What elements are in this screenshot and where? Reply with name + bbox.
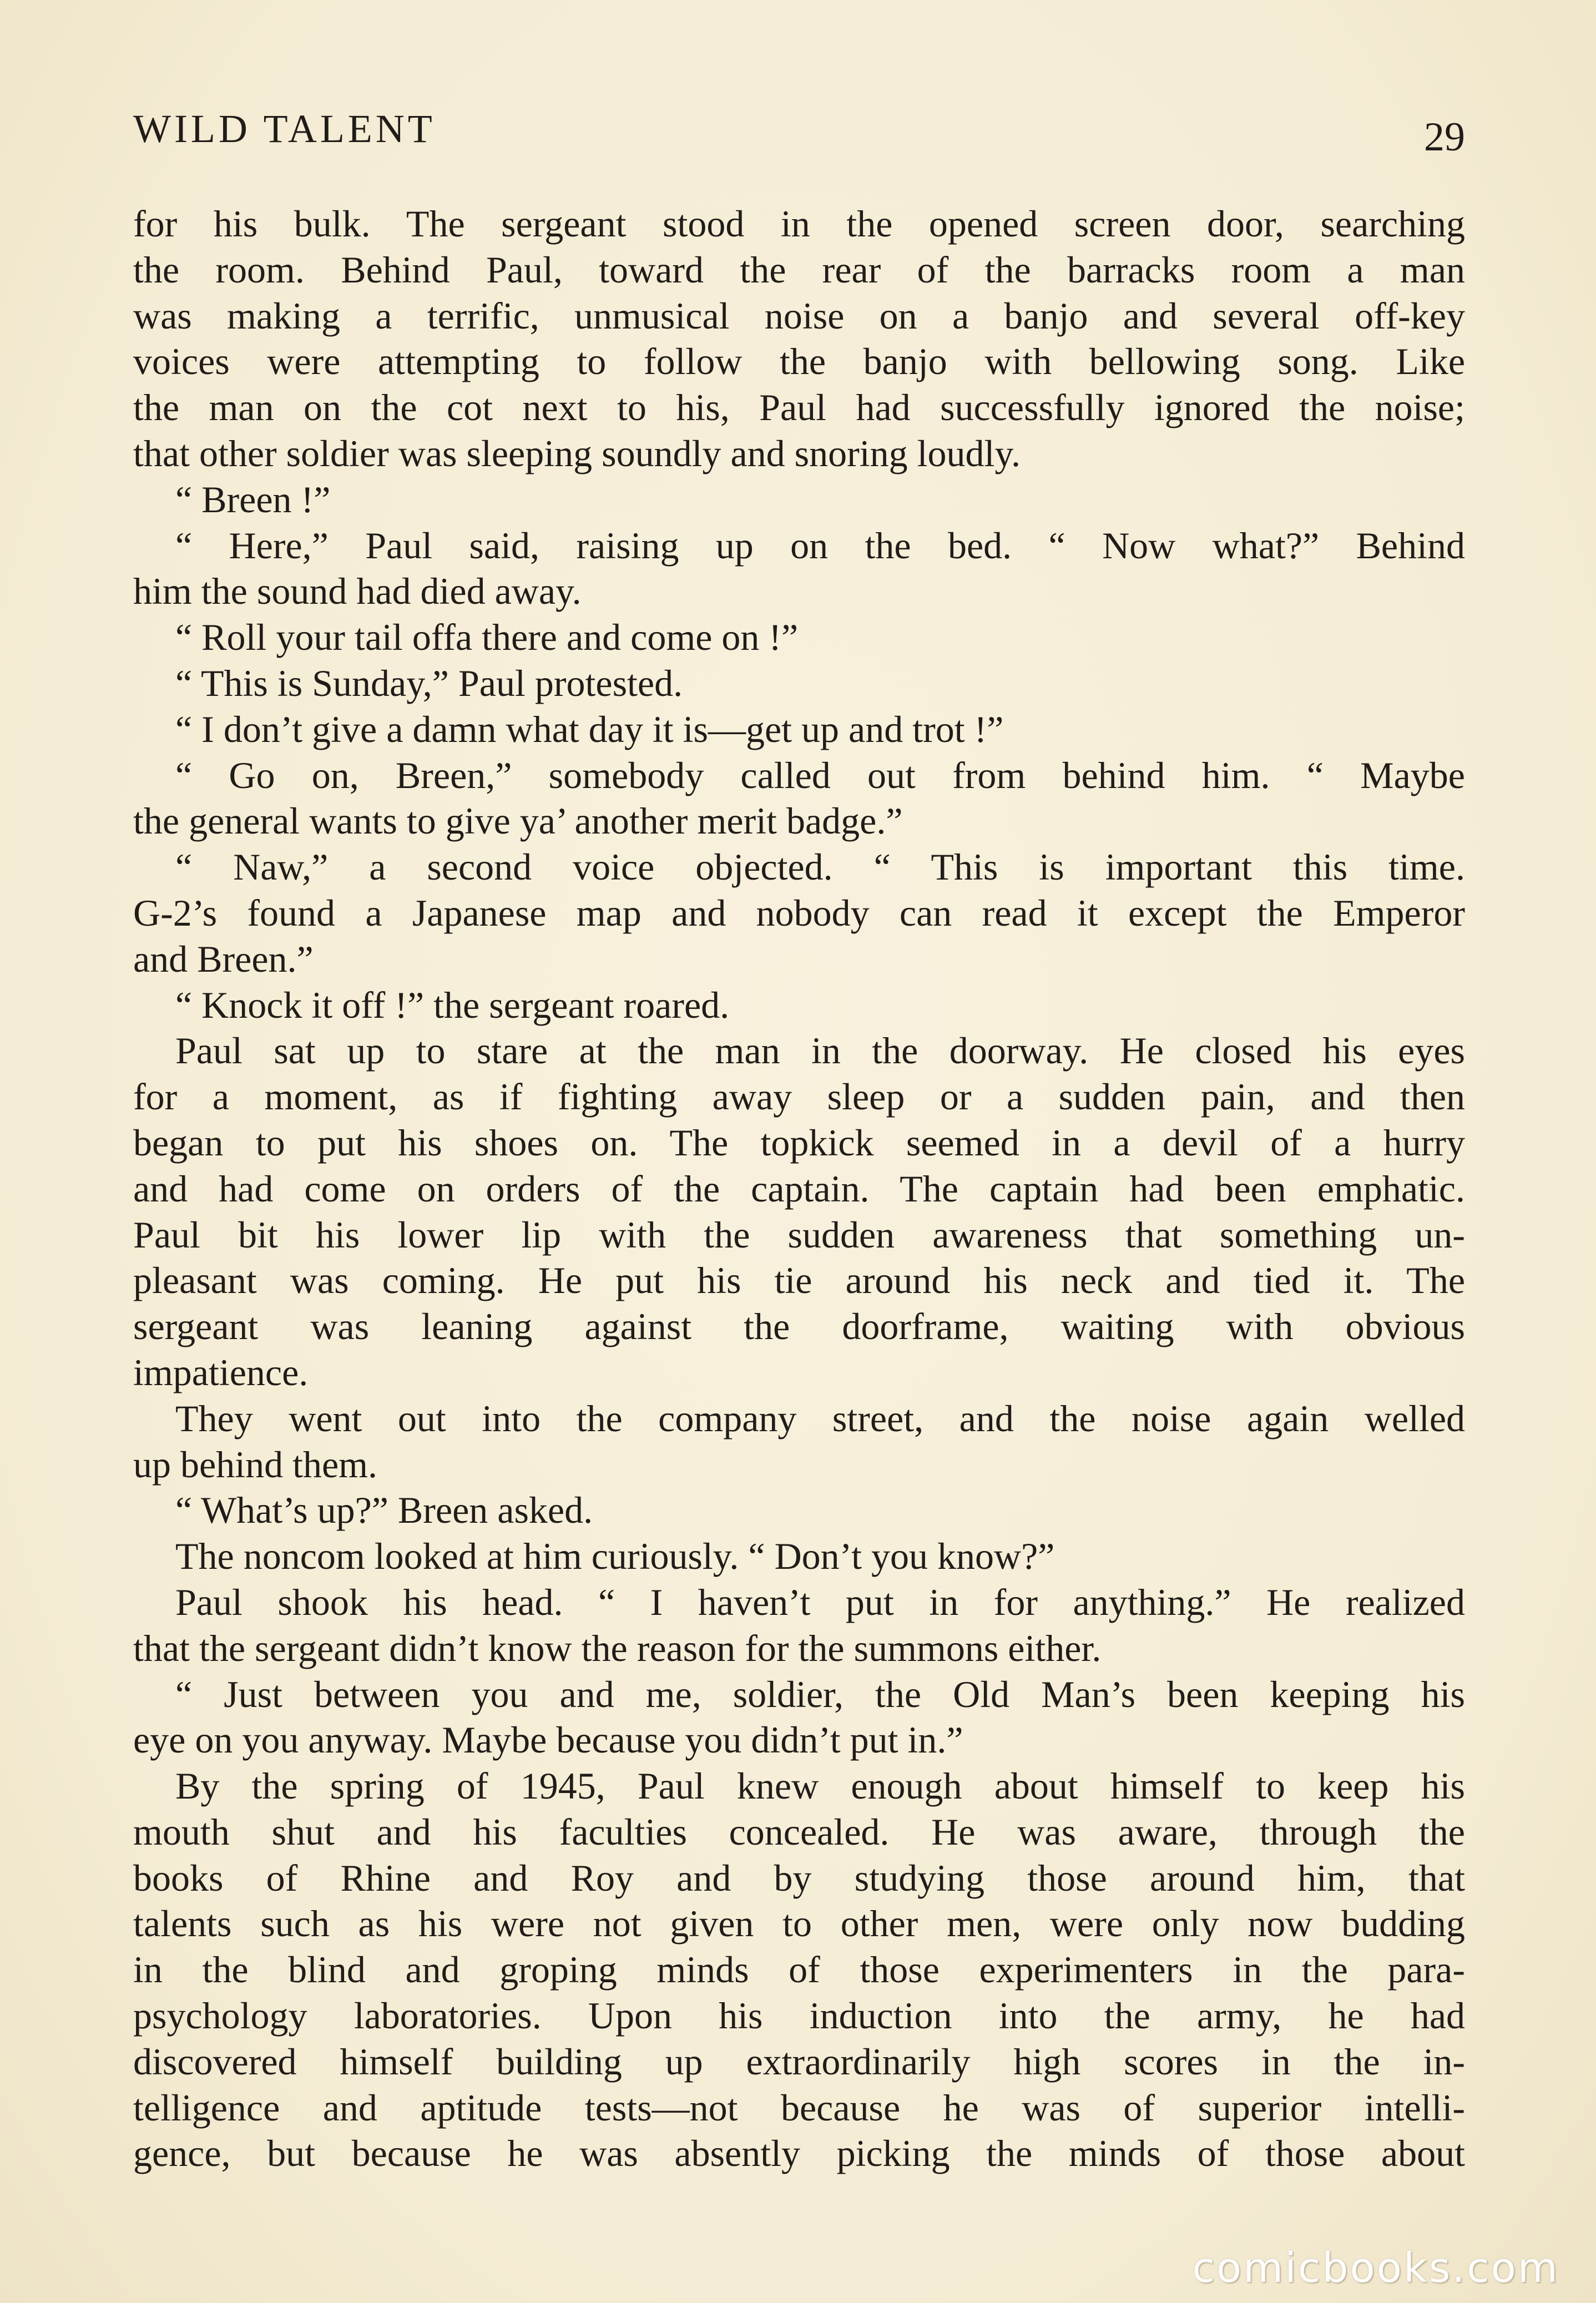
text-line: “ Go on, Breen,” somebody called out from behind him. “ Maybe: [175, 754, 1465, 796]
text-line: voices were attempting to follow the banjo with bellowing song. Like: [133, 340, 1465, 383]
text-line: for a moment, as if fighting away sleep or a sudden pain, and then: [133, 1075, 1465, 1118]
text-line: “ Knock it off !” the sergeant roared.: [175, 983, 730, 1026]
text-line: in the blind and groping minds of those experimenters in the para-: [133, 1948, 1465, 1991]
text-line: began to put his shoes on. The topkick seemed in a devil of a hurry: [133, 1121, 1465, 1164]
text-line: Paul bit his lower lip with the sudden awareness that something un-: [133, 1213, 1465, 1256]
text-line: By the spring of 1945, Paul knew enough about himself to keep his: [175, 1765, 1465, 1807]
text-line: “ This is Sunday,” Paul protested.: [175, 661, 683, 704]
text-line: Paul sat up to stare at the man in the doorway. He closed his eyes: [175, 1029, 1465, 1072]
text-line: “ What’s up?” Breen asked.: [175, 1489, 593, 1532]
body-text: [133, 201, 1465, 2176]
text-line: They went out into the company street, and the noise again welled: [175, 1397, 1465, 1440]
text-line: books of Rhine and Roy and by studying those around him, that: [133, 1856, 1465, 1899]
text-line: that the sergeant didn’t know the reason for the summons either.: [133, 1627, 1102, 1669]
text-line: and Breen.”: [133, 937, 314, 980]
text-line: sergeant was leaning against the doorframe, waiting with obvious: [133, 1305, 1465, 1348]
text-line: was making a terrific, unmusical noise on a banjo and several off-key: [133, 294, 1465, 337]
watermark-text: comicbooks.com: [1192, 2244, 1559, 2292]
text-line: “ Breen !”: [175, 478, 331, 521]
text-line: impatience.: [133, 1351, 309, 1393]
text-line: mouth shut and his faculties concealed. He was aware, through the: [133, 1810, 1465, 1853]
text-line: gence, but because he was absently picking the minds of those about: [133, 2132, 1465, 2175]
text-line: eye on you anyway. Maybe because you didn’t put in.”: [133, 1719, 963, 1761]
text-line: The noncom looked at him curiously. “ Don’t you know?”: [175, 1535, 1055, 1578]
page-number: 29: [1424, 114, 1465, 160]
text-line: pleasant was coming. He put his tie around his neck and tied it. The: [133, 1259, 1465, 1302]
text-line: up behind them.: [133, 1443, 378, 1486]
text-line: Paul shook his head. “ I haven’t put in for anything.” He realized: [175, 1580, 1465, 1623]
text-line: talents such as his were not given to other men, were only now budding: [133, 1902, 1465, 1945]
text-line: G-2’s found a Japanese map and nobody can read it except the Emperor: [133, 891, 1465, 934]
text-line: the man on the cot next to his, Paul had successfully ignored the noise;: [133, 386, 1465, 429]
text-line: “ I don’t give a damn what day it is—get up and trot !”: [175, 708, 1004, 750]
text-line: discovered himself building up extraordinarily high scores in the in-: [133, 2040, 1465, 2083]
text-line: the general wants to give ya’ another merit badge.”: [133, 800, 903, 842]
text-line: that other soldier was sleeping soundly and snoring loudly.: [133, 432, 1021, 474]
text-line: telligence and aptitude tests—not because he was of superior intelli-: [133, 2086, 1465, 2129]
text-line: for his bulk. The sergeant stood in the opened screen door, searching: [133, 203, 1465, 245]
text-line: him the sound had died away.: [133, 570, 582, 613]
text-line: the room. Behind Paul, toward the rear of the barracks room a man: [133, 248, 1465, 291]
text-line: “ Naw,” a second voice objected. “ This is important this time.: [175, 846, 1465, 888]
text-line: “ Roll your tail offa there and come on !”: [175, 616, 799, 659]
running-head: WILD TALENT: [133, 107, 436, 151]
text-line: “ Here,” Paul said, raising up on the bed. “ Now what?” Behind: [175, 524, 1465, 567]
text-line: and had come on orders of the captain. The captain had been emphatic.: [133, 1167, 1465, 1210]
text-line: “ Just between you and me, soldier, the Old Man’s been keeping his: [175, 1673, 1465, 1715]
text-line: psychology laboratories. Upon his induction into the army, he had: [133, 1994, 1465, 2037]
